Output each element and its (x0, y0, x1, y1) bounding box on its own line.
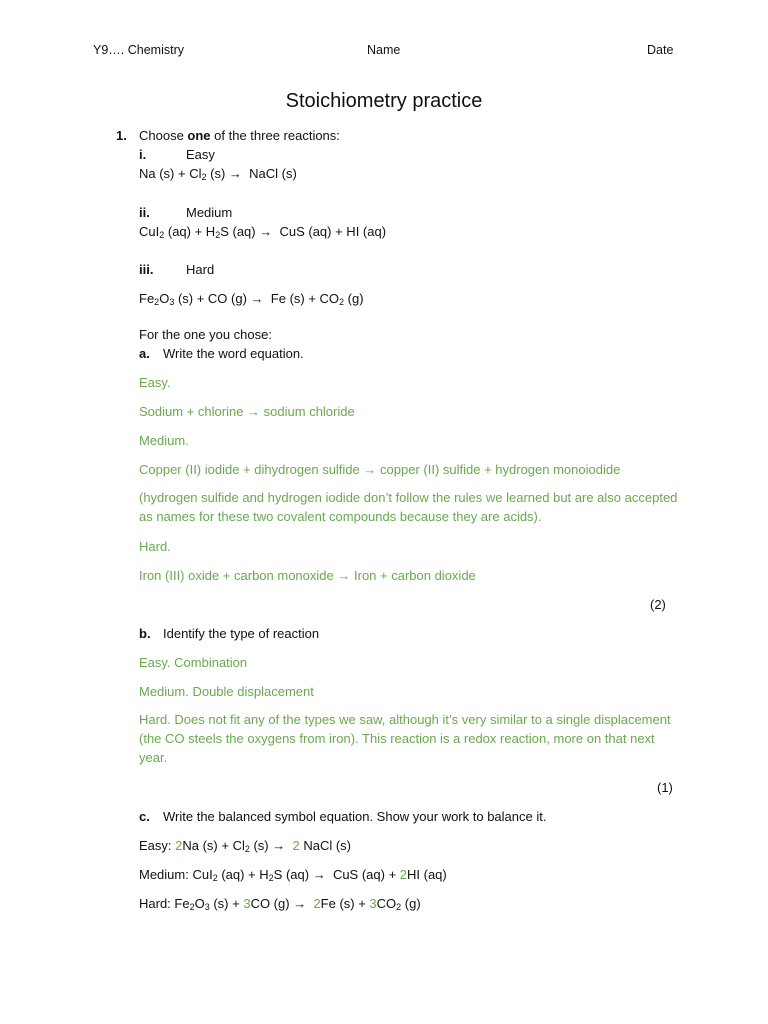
page-title: Stoichiometry practice (285, 90, 483, 112)
marks-a: (2) (650, 597, 666, 612)
header-name: Name (367, 43, 401, 57)
part-c-prompt: Write the balanced symbol equation. Show your work to balance it. (163, 809, 547, 824)
arrow-icon: → (337, 568, 351, 583)
hard-equation: $Fe_2O_3$ (s) + CO (g) → Fe $(s) + CO_2$ (g) (139, 291, 364, 307)
arrow-icon: → (228, 166, 242, 181)
arrow-icon: → (363, 462, 377, 477)
answer-a-easy: Sodium + chlorine → sodium chloride (139, 404, 355, 419)
part-a-letter: a. (139, 346, 150, 361)
arrow-icon: → (250, 291, 264, 306)
part-b-letter: b. (139, 626, 151, 641)
arrow-icon: → (259, 224, 273, 239)
easy-equation: Na $(s) + Cl_2$ (s) → NaCl (s) (139, 166, 297, 182)
option-i-label: Easy (186, 147, 215, 162)
medium-equation: CuI$_2$ $(aq) + H_2S$ (aq) → CuS (aq) + HI (aq) (139, 224, 387, 240)
answer-c-easy: Easy: 2Na $(s) + Cl_2$ (s) → 2 NaCl (s) (139, 838, 352, 854)
option-iii-numeral: iii. (139, 262, 154, 277)
marks-b: (1) (657, 780, 673, 795)
option-ii-numeral: ii. (139, 205, 150, 220)
answer-c-hard: Hard: $Fe_2O_3$ (s) + 3CO (g) → 2Fe $(s) + 3CO_2$ (g) (139, 896, 421, 912)
answer-c-medium: Medium: CuI$_2$ $(aq) + H_2S$ (aq) → CuS (aq) + 2HI (aq) (139, 867, 447, 883)
part-c-letter: c. (139, 809, 150, 824)
arrow-icon: → (247, 404, 261, 419)
option-iii-label: Hard (186, 262, 215, 277)
question-number: 1. (116, 128, 127, 143)
part-a-prompt: Write the word equation. (163, 346, 304, 361)
option-ii-label: Medium (186, 205, 233, 220)
answer-a-hard: Iron (III) oxide + carbon monoxide → Iron + carbon dioxide (139, 568, 476, 583)
answer-b-easy: Easy. Combination (139, 655, 248, 670)
answer-a-medium: Copper (II) iodide + dihydrogen sulfide → copper (II) sulfide + hydrogen monoiodide (139, 462, 621, 477)
answer-b-hard: Hard. Does not fit any of the types we saw, although it’s very similar to a single displacement (the CO steels the oxygens from iron). This reaction is a redox reaction, more on that next year. (139, 712, 671, 765)
part-b-prompt: Identify the type of reaction (163, 626, 320, 641)
answer-a-medium-note: (hydrogen sulfide and hydrogen iodide don’t follow the rules we learned but are also accepted as names for these two covalent compounds because they are acids). (139, 490, 678, 524)
answer-b-medium: Medium. Double displacement (139, 684, 314, 699)
answer-a-medium-label: Medium. (139, 433, 189, 448)
option-i-numeral: i. (139, 147, 147, 162)
header-course: Y9…. Chemistry (93, 43, 184, 57)
header-date: Date (647, 43, 674, 57)
arrow-icon: → (272, 838, 286, 853)
instruction-text: For the one you chose: (139, 327, 272, 342)
arrow-icon: → (293, 896, 307, 911)
arrow-icon: → (312, 867, 326, 882)
question-prompt: Choose one of the three reactions: (139, 128, 340, 143)
answer-a-hard-label: Hard. (139, 539, 171, 554)
answer-a-easy-label: Easy. (139, 375, 171, 390)
